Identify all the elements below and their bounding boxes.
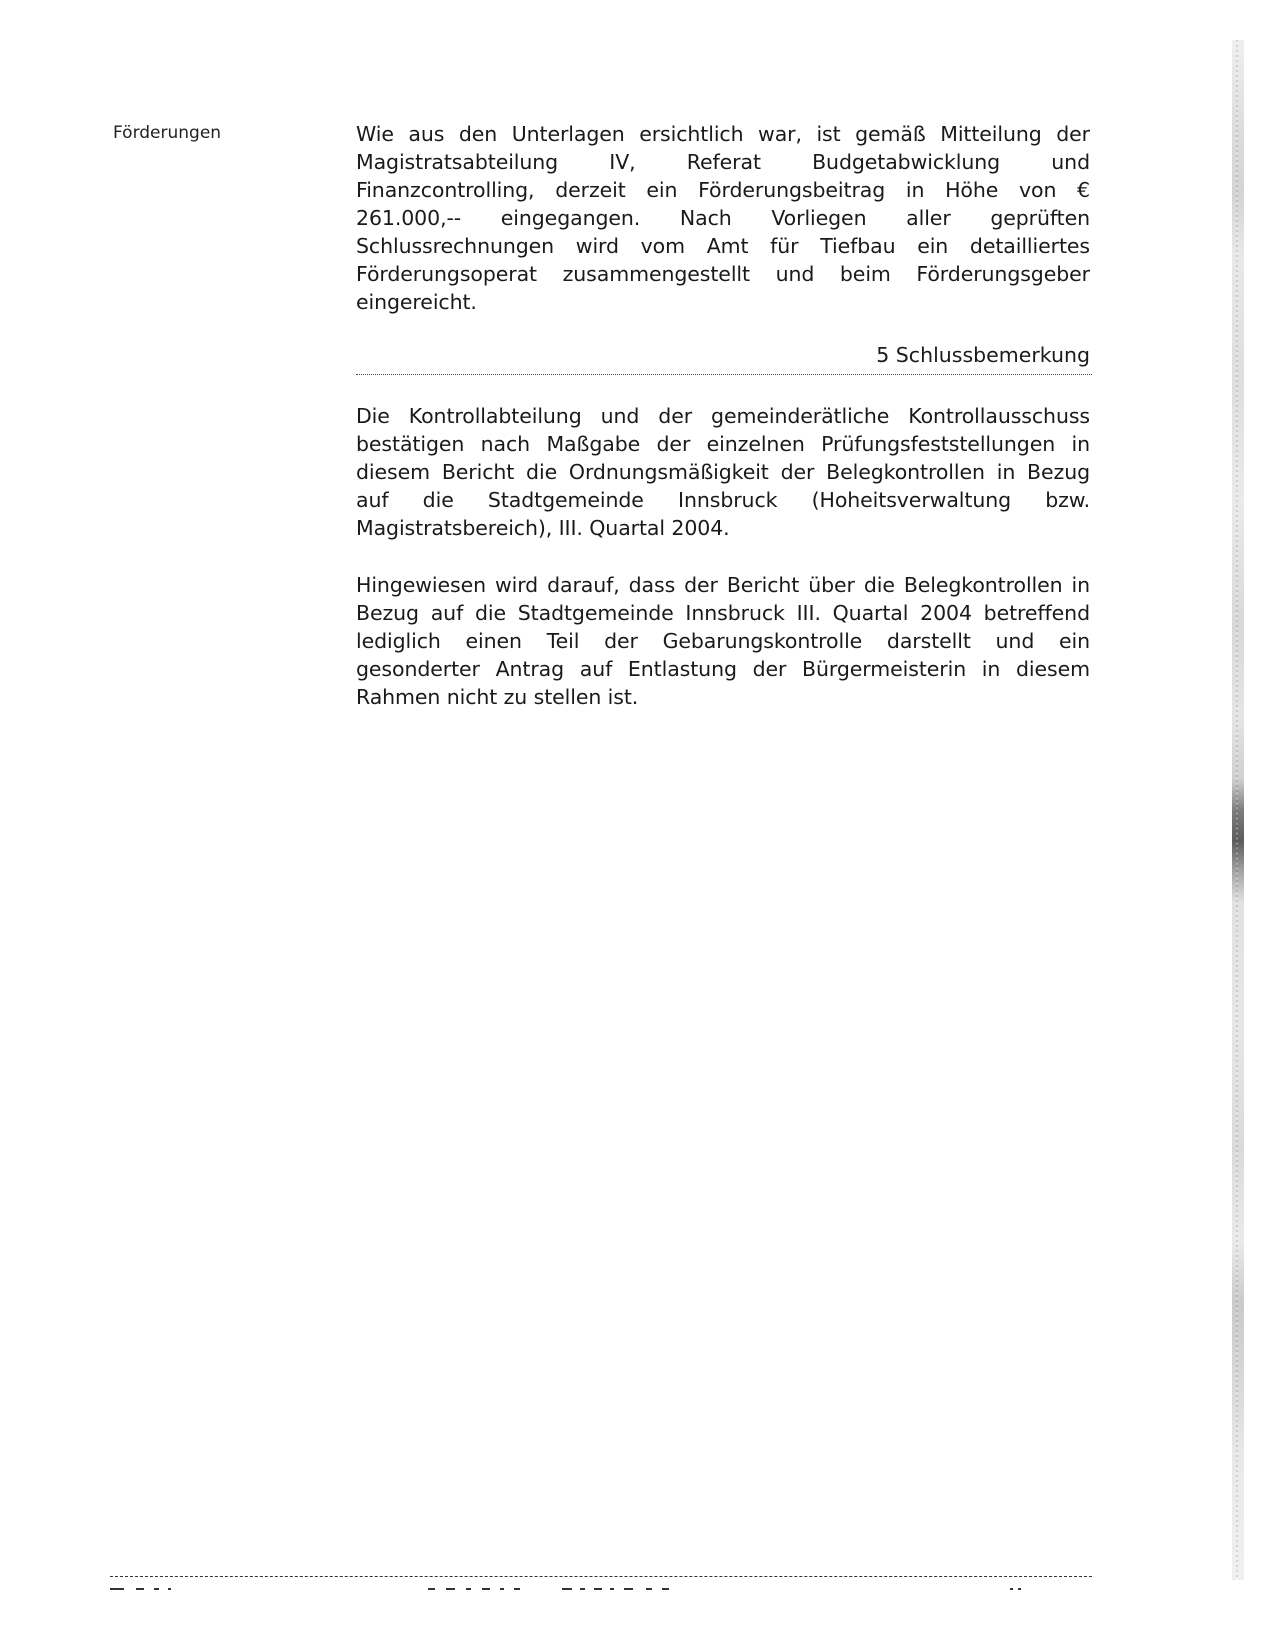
- conclusion-paragraph-2: Hingewiesen wird darauf, dass der Bericht über die Belegkontrollen in Bezug auf die Stadtgemeinde Innsbruck III. Quartal 2004 betreffend lediglich einen Teil der Gebarungskontrolle darstellt und ein gesonderter Antrag auf Entlastung der Bürgermeisterin in diesem Rahmen nicht zu stellen ist.: [356, 573, 1090, 709]
- margin-label-foerderungen: Förderungen: [113, 123, 222, 143]
- funding-paragraph: Wie aus den Unterlagen ersichtlich war, ist gemäß Mitteilung der Magistratsabteilung IV, Referat Budgetabwicklung und Finanzcontrolling, derzeit ein Förderungsbeitrag in Höhe von € 261.000,-- eingegangen. Nach Vorliegen aller geprüften Schlussrechnungen wird vom Amt für Tiefbau ein detailliertes Förderungsoperat zusammengestellt und beim Förderungsgeber eingereicht.: [356, 122, 1090, 314]
- heading-dotted-rule: [356, 374, 1092, 375]
- footer-cropped-text: [110, 1588, 1092, 1594]
- conclusion-paragraph-1: Die Kontrollabteilung und der gemeinderätliche Kontrollausschuss bestätigen nach Maßgabe der einzelnen Prüfungsfeststellungen in diesem Bericht die Ordnungsmäßigkeit der Belegkontrollen in Bezug auf die Stadtgemeinde Innsbruck (Hoheitsverwaltung bzw. Magistratsbereich), III. Quartal 2004.: [356, 404, 1090, 540]
- footer-dashed-rule: [110, 1576, 1092, 1577]
- scan-edge-texture: [1236, 40, 1238, 1580]
- section-heading-schlussbemerkung: 5 Schlussbemerkung: [876, 343, 1090, 367]
- scan-edge-shadow: [1232, 40, 1244, 1580]
